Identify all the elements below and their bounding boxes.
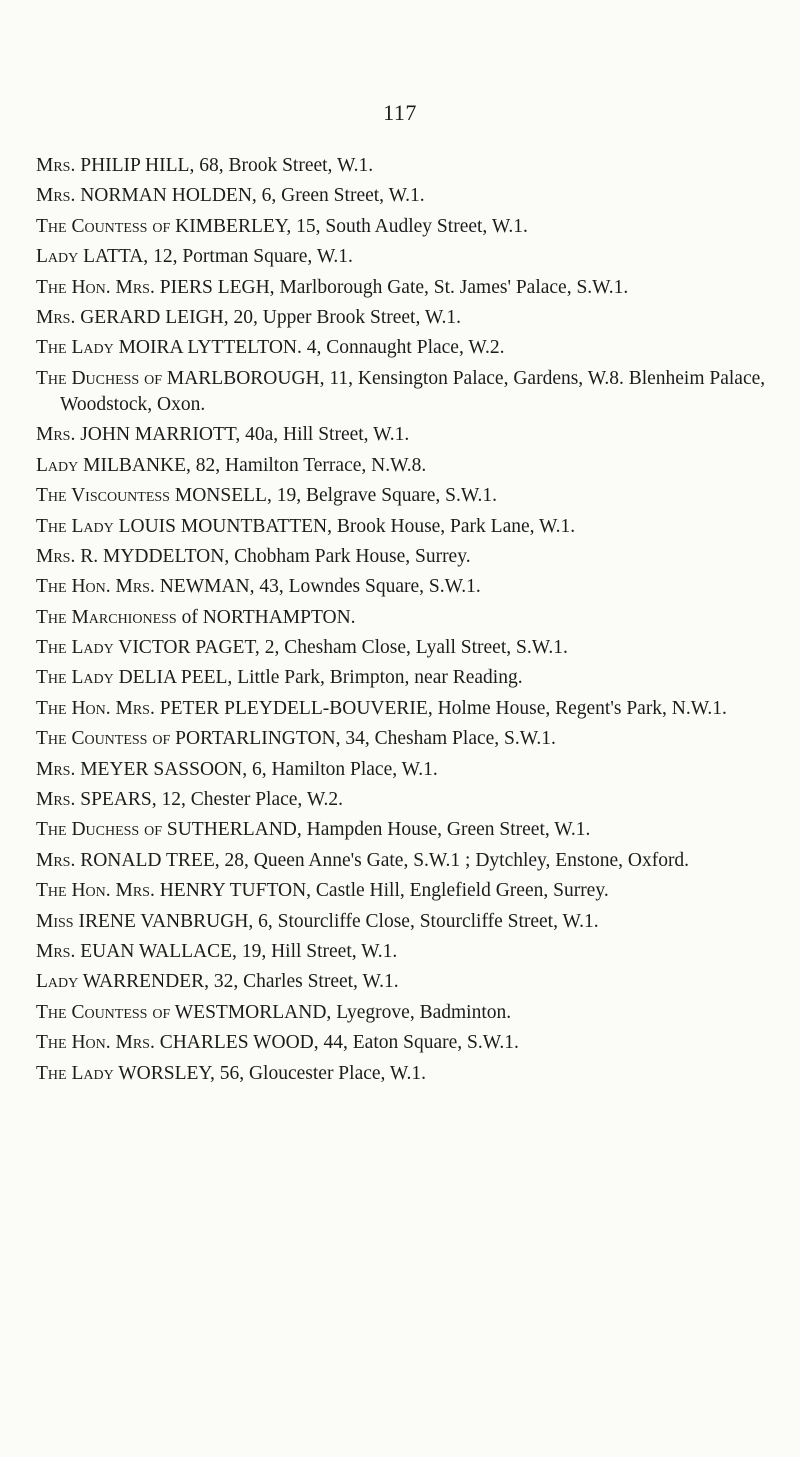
- entry-name: PHILIP HILL,: [80, 155, 195, 176]
- entry-details: 4, Connaught Place, W.2.: [306, 337, 505, 359]
- entry-title: Lady: [36, 971, 79, 993]
- list-item: [36, 757, 786, 783]
- entry-details: Brook House, Park Lane, W.1.: [336, 515, 576, 537]
- entry-details: 12, Portman Square, W.1.: [153, 246, 353, 268]
- entry-title: Mrs.: [36, 155, 76, 176]
- entry-name: VICTOR PAGET,: [118, 637, 260, 659]
- list-item: [36, 939, 786, 965]
- entry-details: 15, South Audley Street, W.1.: [296, 215, 528, 237]
- entry-title: Lady: [36, 246, 79, 268]
- entry-name: NEWMAN,: [159, 576, 255, 598]
- entry-details: 34, Chesham Place, S.W.1.: [345, 728, 556, 750]
- entry-title: The Duchess of: [36, 819, 162, 841]
- list-item: [36, 787, 786, 813]
- entry-details: Lyegrove, Badminton.: [336, 1001, 512, 1023]
- entry-title: Mrs.: [36, 789, 76, 811]
- page-number: 117: [383, 100, 417, 125]
- entry-details: 6, Green Street, W.1.: [261, 185, 425, 207]
- list-item: [36, 1000, 786, 1026]
- entry-details: 19, Hill Street, W.1.: [241, 940, 398, 962]
- entry-details: 40a, Hill Street, W.1.: [245, 424, 410, 446]
- entry-name: IRENE VANBRUGH,: [78, 910, 254, 932]
- entry-title: The Countess of: [36, 1001, 171, 1023]
- entry-name: NORMAN HOLDEN,: [80, 185, 257, 207]
- entry-title: The Lady: [36, 667, 114, 689]
- list-item: [36, 514, 786, 540]
- list-item: [36, 817, 786, 843]
- entry-details: Hampden House, Green Street, W.1.: [306, 819, 591, 841]
- entry-title: The Lady: [36, 1062, 114, 1084]
- entry-title: Mrs.: [36, 940, 76, 962]
- entry-name: DELIA PEEL,: [118, 667, 233, 689]
- entry-details: Holme House, Regent's Park, N.W.1.: [437, 697, 727, 719]
- entry-name: MARLBOROUGH,: [166, 367, 325, 389]
- list-item: [36, 1061, 786, 1087]
- list-item: [36, 422, 786, 448]
- entry-title: The Countess of: [36, 215, 171, 237]
- entry-title: The Duchess of: [36, 367, 162, 389]
- list-item: [36, 453, 786, 479]
- entry-details: Chobham Park House, Surrey.: [234, 545, 471, 567]
- entry-title: The Marchioness: [36, 606, 177, 628]
- entry-details: 6, Hamilton Place, W.1.: [251, 758, 438, 780]
- entry-name: LOUIS MOUNTBATTEN,: [118, 515, 332, 537]
- entry-details: 43, Lowndes Square, S.W.1.: [259, 576, 481, 598]
- entry-title: The Lady: [36, 337, 114, 359]
- entry-name: MOIRA LYTTELTON.: [118, 337, 302, 359]
- entry-name: PETER PLEYDELL-BOUVERIE,: [159, 697, 433, 719]
- list-item: [36, 878, 786, 904]
- list-item: [36, 665, 786, 691]
- list-item: [36, 605, 786, 631]
- entry-title: The Hon. Mrs.: [36, 697, 155, 719]
- entry-title: The Hon. Mrs.: [36, 1032, 155, 1054]
- list-item: [36, 635, 786, 661]
- list-item: [36, 696, 786, 722]
- entry-name: HENRY TUFTON,: [159, 880, 312, 902]
- entry-title: The Hon. Mrs.: [36, 576, 155, 598]
- entry-name: EUAN WALLACE,: [80, 940, 237, 962]
- entry-title: Mrs.: [36, 545, 76, 567]
- entry-title: The Hon. Mrs.: [36, 880, 155, 902]
- entry-name: RONALD TREE,: [80, 849, 220, 871]
- entry-title: The Hon. Mrs.: [36, 276, 155, 298]
- list-item: [36, 366, 786, 418]
- list-item: [36, 726, 786, 752]
- entry-details: 44, Eaton Square, S.W.1.: [323, 1032, 519, 1054]
- list-item: [36, 1030, 786, 1056]
- entry-title: Mrs.: [36, 758, 76, 780]
- entry-name: PIERS LEGH,: [159, 276, 275, 298]
- list-item: [36, 483, 786, 509]
- entry-details: 11, Kensington Palace, Gardens, W.8. Blenheim Palace, Woodstock, Oxon.: [60, 367, 766, 415]
- entry-name: GERARD LEIGH,: [80, 306, 229, 328]
- entry-details: 28, Queen Anne's Gate, S.W.1 ; Dytchley, Enstone, Oxford.: [224, 849, 690, 871]
- entry-name: PORTARLINGTON,: [175, 728, 341, 750]
- entry-name: CHARLES WOOD,: [159, 1032, 319, 1054]
- entry-title: Mrs.: [36, 849, 76, 871]
- entry-title: The Viscountess: [36, 485, 170, 507]
- entry-name: SUTHERLAND,: [166, 819, 302, 841]
- entry-details: 82, Hamilton Terrace, N.W.8.: [195, 454, 427, 476]
- entry-details: 56, Gloucester Place, W.1.: [219, 1062, 427, 1084]
- entry-details: Little Park, Brimpton, near Reading.: [237, 667, 523, 689]
- entry-details: 19, Belgrave Square, S.W.1.: [276, 485, 497, 507]
- entry-name: MILBANKE,: [83, 454, 191, 476]
- entry-name: R. MYDDELTON,: [80, 545, 230, 567]
- entry-details: Marlborough Gate, St. James' Palace, S.W.1.: [279, 276, 629, 298]
- entry-title: Mrs.: [36, 185, 76, 207]
- entry-name: MONSELL,: [174, 485, 272, 507]
- entry-details: 32, Charles Street, W.1.: [213, 971, 399, 993]
- entry-details: 20, Upper Brook Street, W.1.: [233, 306, 461, 328]
- entry-title: The Lady: [36, 637, 114, 659]
- entry-name: WARRENDER,: [82, 971, 209, 993]
- list-item: [36, 244, 786, 270]
- entry-name: WORSLEY,: [118, 1062, 215, 1084]
- entry-title: Lady: [36, 454, 79, 476]
- list-item: [36, 909, 786, 935]
- list-item: [36, 544, 786, 570]
- entry-details: 2, Chesham Close, Lyall Street, S.W.1.: [264, 637, 568, 659]
- subscriber-list: [36, 153, 786, 1091]
- entry-title: The Lady: [36, 515, 114, 537]
- entry-title: Miss: [36, 910, 74, 932]
- entry-name: MEYER SASSOON,: [80, 758, 248, 780]
- list-item: [36, 335, 786, 361]
- list-item: [36, 305, 786, 331]
- list-item: [36, 214, 786, 240]
- list-item: [36, 848, 786, 874]
- entry-title: Mrs.: [36, 424, 76, 446]
- entry-title: Mrs.: [36, 306, 76, 328]
- entry-details: 68, Brook Street, W.1.: [199, 155, 374, 176]
- entry-name: WESTMORLAND,: [174, 1001, 332, 1023]
- list-item: [36, 275, 786, 301]
- entry-name: of NORTHAMPTON.: [181, 606, 356, 628]
- list-item: [36, 183, 786, 209]
- entry-title: The Countess of: [36, 728, 171, 750]
- entry-name: LATTA,: [83, 246, 149, 268]
- list-item: [36, 153, 786, 179]
- entry-details: 12, Chester Place, W.2.: [161, 789, 343, 811]
- list-item: [36, 969, 786, 995]
- entry-name: SPEARS,: [80, 789, 157, 811]
- entry-name: JOHN MARRIOTT,: [80, 424, 241, 446]
- entry-details: Castle Hill, Englefield Green, Surrey.: [315, 880, 609, 902]
- entry-details: 6, Stourcliffe Close, Stourcliffe Street, W.1.: [258, 910, 599, 932]
- list-item: [36, 574, 786, 600]
- entry-name: KIMBERLEY,: [175, 215, 292, 237]
